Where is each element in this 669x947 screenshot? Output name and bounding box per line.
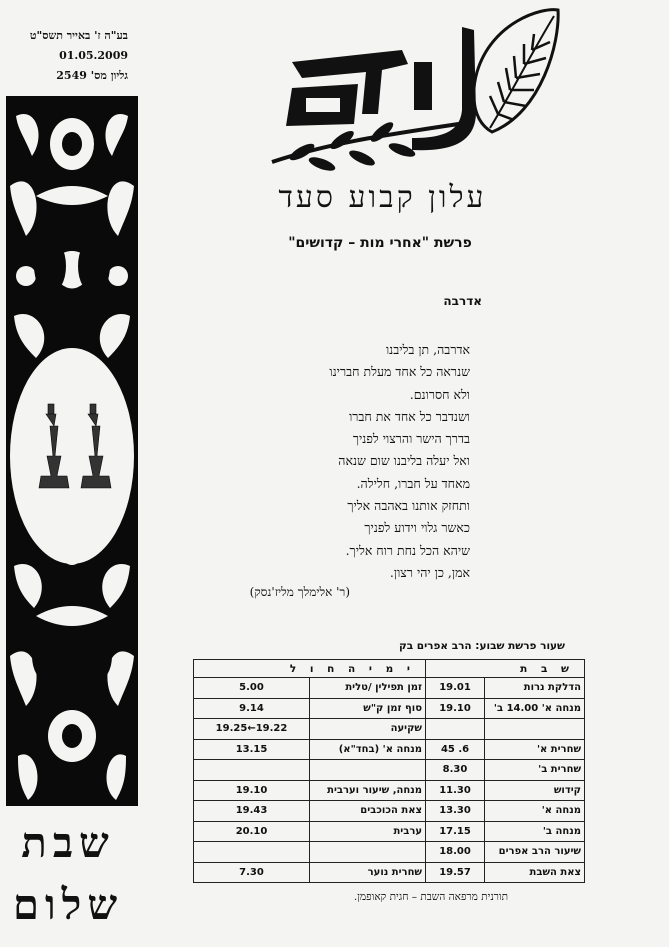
weekday-time-cell: 19.22←19.25 (194, 719, 310, 740)
poem-line: שנראה כל אחד מעלת חברינו (329, 364, 470, 380)
weekday-event-cell: סוף זמן ק"ש (310, 698, 426, 719)
shabbat-time-cell: 11.30 (426, 780, 485, 801)
poem-line: מאחד על חברו, חלילה. (356, 475, 470, 491)
table-row (194, 678, 585, 699)
shabbat-time-cell (426, 719, 485, 740)
weekday-event-cell (310, 842, 426, 863)
table-row (194, 760, 585, 781)
table-row (194, 821, 585, 842)
table-row (194, 801, 585, 822)
weekday-event-cell: שקיעה (310, 719, 426, 740)
weekday-event-cell: ערבית (310, 821, 426, 842)
decorative-side-banner (6, 96, 138, 806)
table-row (194, 842, 585, 863)
weekday-time-cell: 7.30 (194, 862, 310, 883)
shabbat-time-cell: 6. 45 (426, 739, 485, 760)
footer-credit: תורנית מרפאה השבת – חגית קאופמן. (353, 891, 508, 903)
banner-line-shabbat: שבת (21, 818, 115, 867)
shabbat-time-cell: 17.15 (426, 821, 485, 842)
shabbat-time-cell: 8.30 (426, 760, 485, 781)
shabbat-event-cell: מנחה א' 14.00 ב' (485, 698, 585, 719)
weekday-time-cell: 9.14 (194, 698, 310, 719)
poem-line: ותחזק אותנו באהבה אליך (347, 498, 470, 514)
tagline: עלון קבוע סעד (278, 180, 487, 215)
poem-line: כאשר גלוי וידוע לפניך (364, 520, 470, 536)
poem-line: אדרבה, תן בליבנו (385, 342, 470, 357)
issue-info (8, 26, 128, 86)
shabbat-event-cell: שחרית א' (485, 739, 585, 760)
hebrew-date: בע"ה ז' באייר תשס"ט (29, 29, 128, 42)
table-row (194, 739, 585, 760)
weekday-time-cell: 19.10 (194, 780, 310, 801)
weekly-lesson: שעור פרשת שבוע: הרב אפרים בק (398, 640, 565, 652)
weekday-time-cell (194, 760, 310, 781)
weekday-event-cell: מנחה א' (בחד"א) (310, 739, 426, 760)
shabbat-header: ש ב ת (426, 660, 585, 678)
table-row (194, 719, 585, 740)
shabbat-time-cell: 19.01 (426, 678, 485, 699)
shabbat-event-cell: קידוש (485, 780, 585, 801)
shabbat-shalom-banner (4, 812, 132, 936)
shabbat-time-cell: 13.30 (426, 801, 485, 822)
weekday-event-cell: צאת הכוכבים (310, 801, 426, 822)
weekday-time-cell: 5.00 (194, 678, 310, 699)
table-row (194, 698, 585, 719)
leaf-icon (474, 10, 558, 132)
weekday-event-cell: זמן תפילין /טלית (310, 678, 426, 699)
shabbat-time-cell: 19.57 (426, 862, 485, 883)
poem-line: בדרך הישר והרצוי לפניך (352, 431, 470, 447)
poem-line: ושנדבר כל אחד את חברו (349, 408, 470, 424)
weekday-time-cell: 13.15 (194, 739, 310, 760)
weekday-event-cell (310, 760, 426, 781)
table-header-row (194, 660, 585, 678)
poem-attribution: (ר' אלימלך מליז'נסק) (249, 585, 350, 599)
shabbat-event-cell: שיעור הרב אפרים (485, 842, 585, 863)
table-row (194, 862, 585, 883)
shabbat-time-cell: 19.10 (426, 698, 485, 719)
shabbat-event-cell: שחרית ב' (485, 760, 585, 781)
prayer-times-table (193, 659, 585, 883)
shabbat-event-cell: מנחה ב' (485, 821, 585, 842)
banner-line-shalom: שלום (12, 880, 124, 929)
shabbat-event-cell: הדלקת נרות (485, 678, 585, 699)
issue-number: גליון מס' 2549 (56, 69, 128, 82)
weekdays-header: י מ י ה ח ו ל (194, 660, 426, 678)
poem-body (300, 339, 470, 584)
weekday-event-cell: שחרית נוער (310, 862, 426, 883)
poem-line: שיהא הכל נחת רוח אליך. (345, 542, 470, 558)
poem-line: ואל יעלה בליבנו שום שנאה (338, 453, 470, 469)
parasha-title: פרשת "אחרי מות – קדושים" (288, 235, 472, 251)
poem-line: אמן, כן יהי רצון. (389, 564, 470, 580)
shabbat-event-cell: מנחה א' (485, 801, 585, 822)
poem-title: אדרבה (443, 294, 482, 308)
weekday-time-cell (194, 842, 310, 863)
weekday-time-cell: 19.43 (194, 801, 310, 822)
weekday-time-cell: 20.10 (194, 821, 310, 842)
shabbat-time-cell: 18.00 (426, 842, 485, 863)
alim-logo (262, 2, 562, 182)
weekday-event-cell: מנחה, שיעור וערבית (310, 780, 426, 801)
table-row (194, 780, 585, 801)
gregorian-date: 01.05.2009 (59, 49, 128, 62)
shabbat-event-cell: צאת השבת (485, 862, 585, 883)
shabbat-event-cell (485, 719, 585, 740)
poem-line: ולא חסרונם. (409, 386, 470, 402)
